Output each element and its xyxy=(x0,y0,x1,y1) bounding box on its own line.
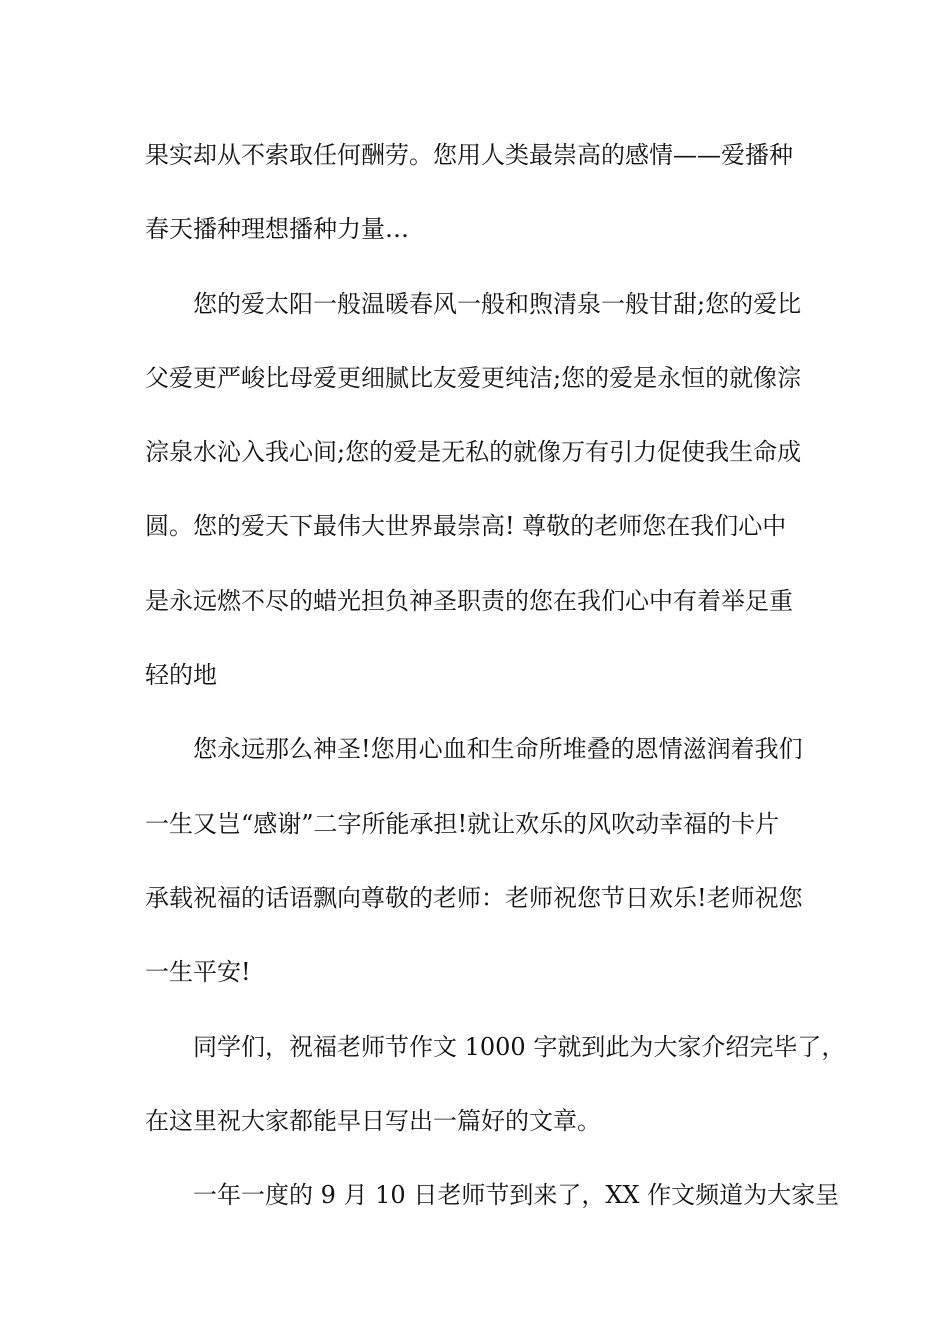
text-line: 淙泉水沁入我心间;您的爱是无私的就像万有引力促使我生命成 xyxy=(145,438,802,467)
text-line: 果实却从不索取任何酬劳。您用人类最崇高的感情——爱播种 xyxy=(145,141,793,169)
text-line: 承载祝福的话语飘向尊敬的老师：老师祝您节日欢乐!老师祝您 xyxy=(145,883,803,912)
text-line: 在这里祝大家都能早日写出一篇好的文章。 xyxy=(145,1106,601,1135)
text-line: 同学们，祝福老师节作文 1000 字就到此为大家介绍完毕了， xyxy=(193,1032,846,1061)
text-line: 轻的地 xyxy=(145,661,217,690)
document-body xyxy=(145,128,846,1242)
text-line: 圆。您的爱天下最伟大世界最崇高! 尊敬的老师您在我们心中 xyxy=(145,512,787,541)
text-line: 是永远燃不尽的蜡光担负神圣职责的您在我们心中有着举足重 xyxy=(145,586,793,615)
text-line: 您的爱太阳一般温暖春风一般和煦清泉一般甘甜;您的爱比 xyxy=(193,289,802,318)
text-line: 父爱更严峻比母爱更细腻比友爱更纯洁;您的爱是永恒的就像淙 xyxy=(145,363,802,392)
text-line: 一生平安! xyxy=(145,958,251,987)
text-line: 一生又岂“感谢”二字所能承担!就让欢乐的风吹动幸福的卡片 xyxy=(145,809,780,838)
text-line: 一年一度的 9 月 10 日老师节到来了，XX 作文频道为大家呈 xyxy=(193,1181,840,1210)
text-line: 春天播种理想播种力量… xyxy=(145,215,409,244)
text-line: 您永远那么神圣!您用心血和生命所堆叠的恩情滋润着我们 xyxy=(193,735,803,764)
